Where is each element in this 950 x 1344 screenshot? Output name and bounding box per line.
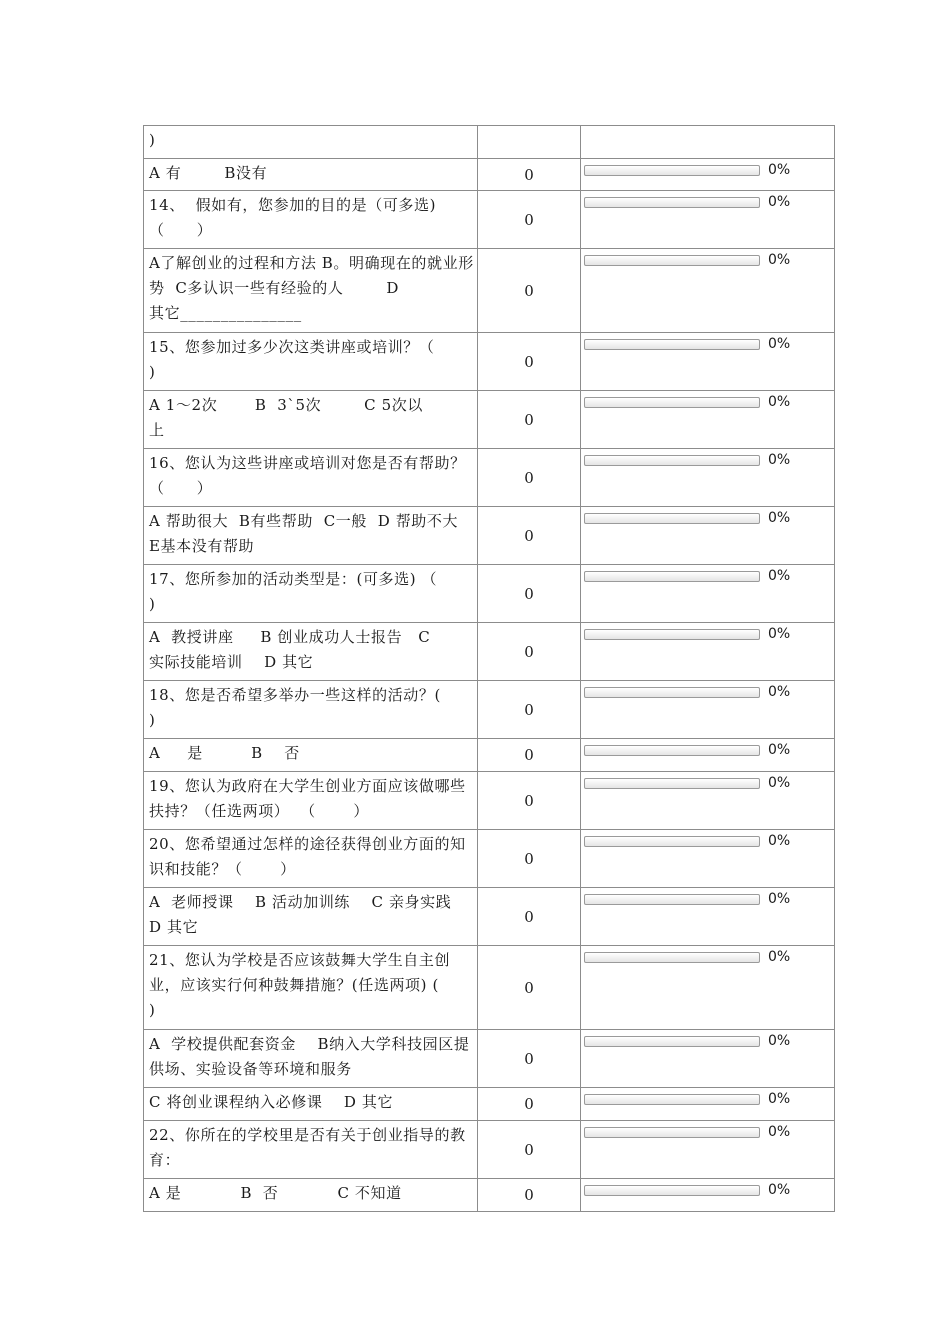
- progress-group: [584, 253, 834, 267]
- progress-bar: [584, 1127, 760, 1138]
- progress-group: [584, 892, 834, 906]
- question-text: A 教授讲座 B 创业成功人士报告 C 实际技能培训 D 其它: [149, 628, 431, 671]
- survey-table-body: [144, 126, 835, 1212]
- response-count: 0: [478, 1179, 581, 1212]
- question-text: ): [149, 131, 156, 149]
- percentage-cell: [581, 249, 835, 333]
- response-count: 0: [478, 623, 581, 681]
- percentage-label: 0%: [768, 742, 791, 758]
- question-cell: [144, 333, 478, 391]
- percentage-cell: [581, 126, 835, 159]
- progress-group: [584, 1034, 834, 1048]
- percentage-label: 0%: [768, 891, 791, 907]
- question-text: 15、您参加过多少次这类讲座或培训？（ ): [149, 338, 435, 381]
- percentage-cell: [581, 159, 835, 191]
- percentage-cell: [581, 565, 835, 623]
- table-row: [144, 772, 835, 830]
- progress-bar: [584, 778, 760, 789]
- question-text: A 老师授课 B 活动加训练 C 亲身实践 D 其它: [149, 893, 479, 936]
- progress-group: [584, 627, 834, 641]
- question-cell: [144, 126, 478, 159]
- percentage-cell: [581, 1088, 835, 1121]
- question-text: A 是 B 否 C 不知道: [149, 1184, 402, 1202]
- table-row: [144, 159, 835, 191]
- question-cell: [144, 249, 478, 333]
- table-row: [144, 126, 835, 159]
- percentage-label: 0%: [768, 626, 791, 642]
- progress-group: [584, 776, 834, 790]
- progress-group: [584, 453, 834, 467]
- response-count: 0: [478, 772, 581, 830]
- percentage-cell: [581, 772, 835, 830]
- progress-group: [584, 685, 834, 699]
- percentage-label: 0%: [768, 684, 791, 700]
- progress-group: [584, 1092, 834, 1106]
- table-row: [144, 249, 835, 333]
- percentage-label: 0%: [768, 568, 791, 584]
- response-count: 0: [478, 1088, 581, 1121]
- response-count: 0: [478, 830, 581, 888]
- progress-group: [584, 834, 834, 848]
- percentage-label: 0%: [768, 510, 791, 526]
- table-row: [144, 191, 835, 249]
- response-count: 0: [478, 1030, 581, 1088]
- response-count: 0: [478, 249, 581, 333]
- response-count: 0: [478, 449, 581, 507]
- percentage-cell: [581, 681, 835, 739]
- response-count: 0: [478, 159, 581, 191]
- question-text: C 将创业课程纳入必修课 D 其它: [149, 1093, 394, 1111]
- question-text: A 1～2次 B 3`5次 C 5次以 上: [149, 396, 423, 439]
- question-cell: [144, 507, 478, 565]
- table-row: [144, 946, 835, 1030]
- table-row: [144, 507, 835, 565]
- progress-bar: [584, 571, 760, 582]
- question-text: A了解创业的过程和方法 B。明确现在的就业形势 C多认识一些有经验的人 D 其它_______________: [149, 254, 474, 322]
- question-cell: [144, 565, 478, 623]
- response-count: 0: [478, 565, 581, 623]
- question-text: A 有 B没有: [149, 164, 268, 182]
- progress-bar: [584, 629, 760, 640]
- table-row: [144, 739, 835, 772]
- survey-results-table: [143, 125, 835, 1212]
- question-text: 18、您是否希望多举办一些这样的活动？( ): [149, 686, 441, 729]
- table-row: [144, 333, 835, 391]
- percentage-cell: [581, 623, 835, 681]
- question-cell: [144, 739, 478, 772]
- question-text: 20、您希望通过怎样的途径获得创业方面的知识和技能？（ ）: [149, 835, 466, 878]
- table-row: [144, 1030, 835, 1088]
- percentage-label: 0%: [768, 336, 791, 352]
- percentage-cell: [581, 888, 835, 946]
- percentage-label: 0%: [768, 194, 791, 210]
- question-cell: [144, 1088, 478, 1121]
- percentage-label: 0%: [768, 252, 791, 268]
- response-count: 0: [478, 681, 581, 739]
- progress-bar: [584, 165, 760, 176]
- table-row: [144, 1179, 835, 1212]
- progress-group: [584, 1183, 834, 1197]
- table-row: [144, 565, 835, 623]
- progress-bar: [584, 513, 760, 524]
- progress-group: [584, 1125, 834, 1139]
- percentage-label: 0%: [768, 452, 791, 468]
- progress-group: [584, 743, 834, 757]
- progress-bar: [584, 397, 760, 408]
- question-cell: [144, 1179, 478, 1212]
- question-text: 22、你所在的学校里是否有关于创业指导的教育：: [149, 1126, 466, 1169]
- question-cell: [144, 946, 478, 1030]
- question-cell: [144, 191, 478, 249]
- question-cell: [144, 391, 478, 449]
- response-count: [478, 126, 581, 159]
- question-cell: [144, 830, 478, 888]
- percentage-label: 0%: [768, 1182, 791, 1198]
- progress-group: [584, 950, 834, 964]
- percentage-cell: [581, 391, 835, 449]
- percentage-label: 0%: [768, 949, 791, 965]
- question-text: 17、您所参加的活动类型是：(可多选) （ ): [149, 570, 438, 613]
- response-count: 0: [478, 739, 581, 772]
- progress-group: [584, 569, 834, 583]
- question-cell: [144, 623, 478, 681]
- percentage-cell: [581, 946, 835, 1030]
- progress-bar: [584, 255, 760, 266]
- progress-bar: [584, 745, 760, 756]
- percentage-cell: [581, 333, 835, 391]
- table-row: [144, 681, 835, 739]
- percentage-label: 0%: [768, 162, 791, 178]
- progress-bar: [584, 836, 760, 847]
- progress-group: [584, 163, 834, 177]
- percentage-label: 0%: [768, 1033, 791, 1049]
- progress-group: [584, 395, 834, 409]
- percentage-cell: [581, 830, 835, 888]
- progress-bar: [584, 1094, 760, 1105]
- progress-bar: [584, 952, 760, 963]
- progress-group: [584, 195, 834, 209]
- progress-bar: [584, 687, 760, 698]
- question-cell: [144, 681, 478, 739]
- progress-bar: [584, 197, 760, 208]
- percentage-label: 0%: [768, 1124, 791, 1140]
- percentage-cell: [581, 1179, 835, 1212]
- progress-bar: [584, 339, 760, 350]
- progress-bar: [584, 1185, 760, 1196]
- percentage-cell: [581, 507, 835, 565]
- percentage-label: 0%: [768, 394, 791, 410]
- question-cell: [144, 1121, 478, 1179]
- question-text: A 学校提供配套资金 B纳入大学科技园区提供场、实验设备等环境和服务: [149, 1035, 470, 1078]
- table-row: [144, 1121, 835, 1179]
- table-row: [144, 888, 835, 946]
- response-count: 0: [478, 191, 581, 249]
- table-row: [144, 1088, 835, 1121]
- progress-bar: [584, 1036, 760, 1047]
- table-row: [144, 830, 835, 888]
- response-count: 0: [478, 946, 581, 1030]
- question-text: A 帮助很大 B有些帮助 C一般 D 帮助不大 E基本没有帮助: [149, 512, 469, 555]
- response-count: 0: [478, 391, 581, 449]
- question-cell: [144, 888, 478, 946]
- response-count: 0: [478, 1121, 581, 1179]
- table-row: [144, 391, 835, 449]
- percentage-cell: [581, 449, 835, 507]
- question-text: A 是 B 否: [149, 744, 300, 762]
- percentage-cell: [581, 739, 835, 772]
- progress-bar: [584, 894, 760, 905]
- question-cell: [144, 1030, 478, 1088]
- percentage-label: 0%: [768, 775, 791, 791]
- table-row: [144, 623, 835, 681]
- percentage-label: 0%: [768, 833, 791, 849]
- response-count: 0: [478, 888, 581, 946]
- response-count: 0: [478, 333, 581, 391]
- percentage-label: 0%: [768, 1091, 791, 1107]
- question-cell: [144, 772, 478, 830]
- response-count: 0: [478, 507, 581, 565]
- question-text: 16、您认为这些讲座或培训对您是否有帮助？（ ）: [149, 454, 466, 497]
- progress-bar: [584, 455, 760, 466]
- progress-group: [584, 337, 834, 351]
- question-text: 19、您认为政府在大学生创业方面应该做哪些扶持？（任选两项） （ ）: [149, 777, 466, 820]
- question-cell: [144, 159, 478, 191]
- percentage-cell: [581, 1121, 835, 1179]
- table-row: [144, 449, 835, 507]
- progress-group: [584, 511, 834, 525]
- percentage-cell: [581, 191, 835, 249]
- question-cell: [144, 449, 478, 507]
- question-text: 21、您认为学校是否应该鼓舞大学生自主创业，应该实行何种鼓舞措施？(任选两项) ( ): [149, 951, 451, 1019]
- question-text: 14、 假如有，您参加的目的是（可多选) （ ）: [149, 196, 437, 239]
- percentage-cell: [581, 1030, 835, 1088]
